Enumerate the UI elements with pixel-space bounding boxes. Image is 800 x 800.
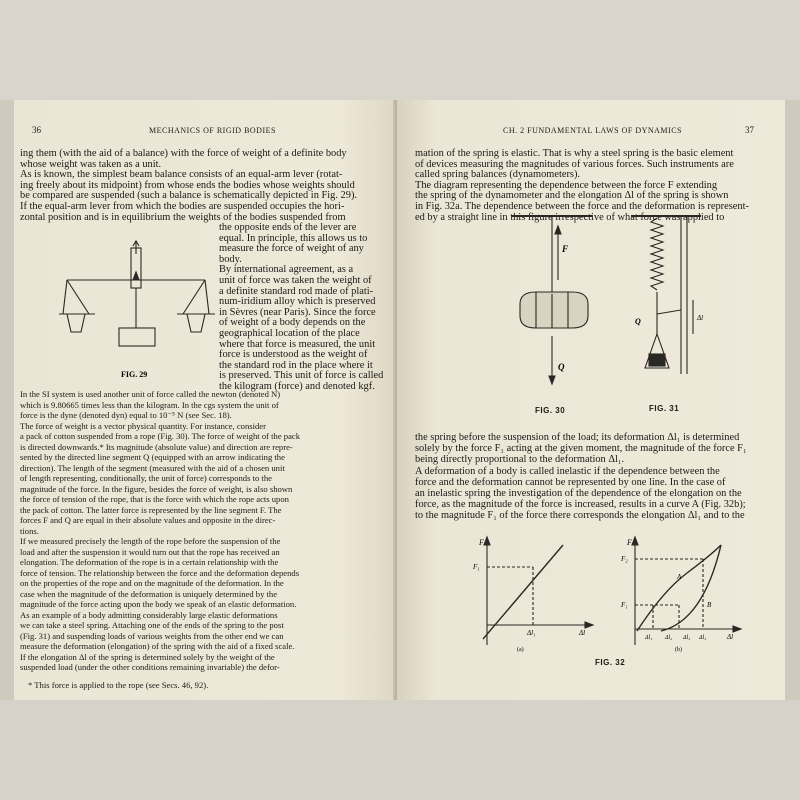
fig31-label-dl: Δl (697, 314, 704, 322)
left-full-line: suspended load (under the other conditions remaining invariable) the defor- (20, 662, 280, 672)
background-bottom (0, 700, 800, 800)
fig29-fulcrum-icon (133, 272, 139, 280)
right-page-number: 37 (745, 125, 754, 135)
fig32a-label-dl: Δl (579, 629, 586, 637)
left-full-line: is directed downwards.* Its magnitude (absolute value) and direction are repre- (20, 441, 293, 452)
fig32b-x-arrow-icon (733, 626, 741, 632)
left-wrap-line: in Sèvres (near Paris). Since the force (219, 306, 376, 318)
left-full-line: elongation. The deformation of the rope is in a certain relationship with the (20, 557, 279, 567)
left-top-line: whose weight was taken as a unit. (20, 158, 162, 170)
left-wrap-line: a definite standard rod made of plati- (219, 285, 374, 297)
fig31-label-q: Q (635, 317, 641, 326)
left-full-line: As an example of a body admitting considerably large elastic deformations (20, 609, 278, 620)
right-top-line: of devices measuring the magnitudes of various forces. Such instruments are (415, 158, 734, 170)
right-mid-line: force and the deformation cannot be represented by one line. In the case of (415, 476, 726, 488)
right-mid-line: the spring before the suspension of the load; its deformation Δl₁ is determined (415, 432, 740, 443)
left-wrap-line: of weight of a body depends on the (219, 317, 366, 329)
left-full-line: we can take a steel spring. Attaching one of the ends of the spring to the post (20, 620, 284, 630)
right-page (397, 100, 785, 700)
left-full-line: case when the magnitude of the deformation is uniquely determined by the (20, 588, 278, 599)
left-full-line: magnitude of the force. In the figure, besides the force of weight, is also shown (20, 483, 293, 494)
left-full-line: of length representing, conditionally, the unit of force) corresponds to the (20, 473, 272, 483)
left-top-line: zontal position and is in equilibrium the weights of the bodies suspended from (20, 211, 346, 223)
left-wrap-line: the standard rod in the place where it (219, 359, 373, 371)
fig32b-label-dl: Δl (727, 633, 734, 641)
left-wrap-line: the kilogram (force) and denoted kgf. (219, 381, 375, 392)
fig30-label-q: Q (558, 362, 565, 372)
right-top-line: ed by a straight line in this figure irrespective of what force was applied to (415, 211, 725, 223)
left-full-line: forces F and Q are equal in their absolute values and opposite in the direc- (20, 515, 276, 525)
fig31-spring-diagram (621, 204, 721, 394)
right-mid-line: solely by the force F₁ acting at the given moment, the magnitude of the force F₁ (415, 443, 747, 455)
fig30-label-f: F (562, 244, 569, 254)
fig32a-x-arrow-icon (585, 622, 593, 628)
fig29-left-string-2 (67, 280, 89, 314)
fig30-arrow-down-icon (549, 376, 555, 384)
footnote: * This force is applied to the rope (see Secs. 46, 92). (28, 680, 209, 690)
left-wrap-line: num-iridium alloy which is preserved (219, 296, 376, 308)
right-top-line: the spring of the dynamometer and the elongation Δl of the spring is shown (415, 190, 729, 202)
fig29-left-weight (67, 314, 85, 332)
background-top (0, 0, 800, 100)
fig29-balance-diagram (59, 240, 219, 380)
fig31-caption: FIG. 31 (649, 404, 680, 413)
fig32b-label-f: F (627, 538, 632, 547)
left-full-line: sented by the directed line segment Q (equipped with an arrow indicating the (20, 452, 285, 462)
fig30-cotton-pack-diagram (492, 210, 612, 400)
fig32b-tick-1: Δl₁ (645, 635, 653, 641)
right-running-head: CH. 2 FUNDAMENTAL LAWS OF DYNAMICS (503, 126, 682, 135)
fig32b-label-b: B (707, 601, 712, 609)
left-full-line: force of tension. The relationship between the force and the deformation depends (20, 567, 300, 578)
fig32b-curve-a (637, 545, 721, 631)
fig29-right-weight (187, 314, 205, 332)
fig30-caption: FIG. 30 (535, 406, 566, 415)
left-full-line: tions. (20, 525, 39, 536)
fig32a-linear-graph (473, 535, 617, 655)
fig29-left-string (63, 280, 67, 314)
right-top-line: called spring balances (dynamometers). (415, 169, 581, 181)
left-wrap-line: By international agreement, as a (219, 264, 354, 276)
left-wrap-line: body. (219, 253, 242, 265)
right-mid-line: being directly proportional to the deformation Δl₁. (415, 454, 625, 466)
right-mid-line: an inelastic spring the investigation of the dependence of the elongation on the (415, 488, 742, 499)
fig29-caption: FIG. 29 (121, 370, 148, 379)
right-mid-line: force, as the magnitude of the force is increased, results in a curve A (Fig. 32b); (415, 499, 746, 511)
left-page (14, 100, 397, 700)
right-top-line: mation of the spring is elastic. That is why a steel spring is the basic element (415, 148, 734, 159)
fig32b-label-a: A (677, 573, 682, 581)
left-page-number: 36 (32, 125, 41, 135)
fig32b-y-arrow-icon (632, 537, 638, 545)
fig31-spring-coil (651, 218, 663, 290)
left-top-line: As is known, the simplest beam balance consists of an equal-arm lever (rotat- (20, 169, 343, 181)
fig32-caption: FIG. 32 (595, 658, 626, 667)
left-full-line: The force of weight is a vector physical quantity. For instance, consider (20, 420, 266, 431)
fig29-right-string (183, 280, 205, 314)
right-mid-line: to the magnitude F₁ of the force there corresponds the elongation Δl₁ and to the (415, 510, 745, 522)
fig32a-y-arrow-icon (484, 537, 490, 545)
left-full-line: force is the dyne (denoted dyn) equal to 10⁻⁵ N (see Sec. 18). (20, 410, 232, 420)
fig29-base (119, 328, 155, 346)
left-full-line: direction). The length of the segment (measured with the aid of a chosen unit (20, 462, 285, 473)
left-full-line: the force of tension of the rope, that is the force with which the rope acts upon (20, 494, 289, 504)
left-top-line: ing freely about its midpoint) from whose ends the bodies whose weights should (20, 179, 355, 191)
fig32b-tick-3: Δl₃ (683, 635, 691, 641)
left-wrap-line: equal. In principle, this allows us to (219, 232, 368, 244)
left-wrap-line: measure the force of weight of any (219, 243, 364, 255)
fig30-arrow-up-icon (555, 226, 561, 234)
left-wrap-line: force is understood as the weight of (219, 349, 368, 361)
left-wrap-line: geographical location of the place (219, 328, 360, 339)
left-full-line: which is 9.80665 times less than the kilogram. In the cgs system the unit of (20, 399, 279, 410)
left-full-line: the pack of cotton. The latter force is represented by the line segment F. The (20, 504, 282, 515)
fig32a-label-f1: F₁ (473, 563, 480, 571)
left-full-line: In the SI system is used another unit of force called the newton (denoted N) (20, 389, 281, 399)
fig32b-label-f2: F₂ (621, 555, 628, 563)
left-running-head: MECHANICS OF RIGID BODIES (149, 126, 276, 135)
fig29-right-string-2 (205, 280, 209, 314)
left-wrap-line: where that force is measured, the unit (219, 338, 376, 350)
fig32a-label-f: F (479, 538, 484, 547)
fig31-load (649, 354, 665, 366)
fig32a-label-dl1: Δl₁ (527, 629, 536, 637)
fig32b-label-f1: F₁ (621, 601, 628, 609)
right-mid-line: A deformation of a body is called inelastic if the dependence between the (415, 465, 720, 477)
left-full-line: a pack of cotton suspended from a rope (Fig. 30). The force of weight of the pack (20, 431, 301, 441)
fig32b-inelastic-graph (623, 535, 763, 655)
right-top-line: The diagram representing the dependence between the force F extending (415, 179, 718, 191)
fig30-cotton-pack (520, 292, 588, 328)
left-wrap-line: the opposite ends of the lever are (219, 222, 357, 233)
fig32a-panel-label: (a) (517, 647, 524, 653)
left-full-line: (Fig. 31) and suspending loads of various weights from the other end we can (20, 630, 284, 641)
left-full-line: load and after the suspension it would turn out that the rope has received an (20, 546, 280, 557)
left-full-line: on the properties of the rope and on the magnitude of the deformation. In the (20, 578, 284, 588)
left-top-line: be compared are suspended (such a balance is schematically depicted in Fig. 29). (20, 190, 357, 202)
left-full-line: If we measured precisely the length of the rope before the suspension of the (20, 536, 281, 546)
fig32b-panel-label: (b) (675, 647, 682, 653)
left-wrap-line: unit of force was taken the weight of (219, 275, 372, 286)
left-top-line: ing them (with the aid of a balance) with the force of weight of a definite body (20, 148, 347, 159)
fig32b-tick-4: Δl₃ (699, 635, 707, 641)
fig32b-tick-2: Δl₂ (665, 635, 673, 641)
left-top-line: If the equal-arm lever from which the bodies are suspended occupies the hori- (20, 201, 345, 212)
left-full-line: measure the deformation (elongation) of the spring with the aid of a fixed scale. (20, 641, 295, 651)
left-full-line: magnitude of the force acting upon the body we speak of an elastic deformation. (20, 599, 297, 609)
left-wrap-line: is preserved. This unit of force is called (219, 370, 384, 382)
right-top-line: in Fig. 32a. The dependence between the force and the deformation is represent- (415, 201, 749, 212)
left-full-line: If the elongation Δl of the spring is determined solely by the weight of the (20, 651, 275, 662)
fig31-pointer (657, 310, 681, 314)
